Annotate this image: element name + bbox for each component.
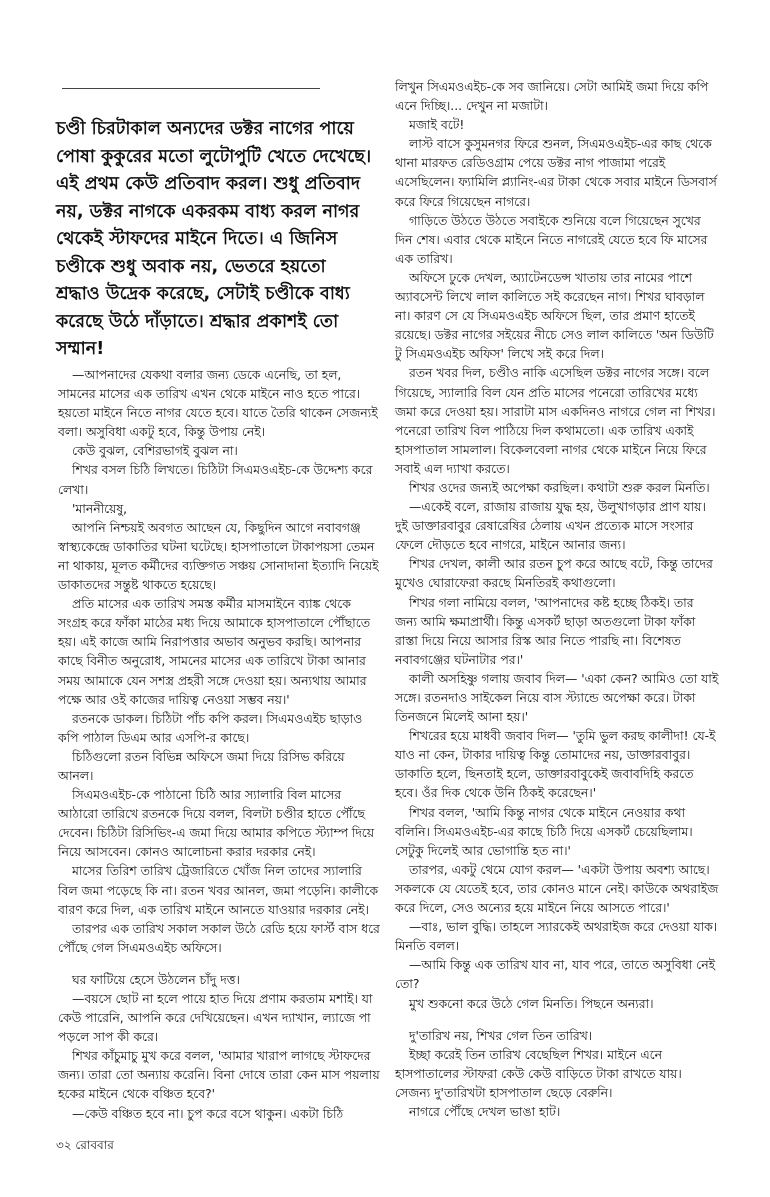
paragraph: —বাঃ, ভাল বুদ্ধি। তাহলে স্যারকেই অথরাইজ করে দেওয়া যাক। মিনতি বলল। (395, 920, 718, 954)
paragraph: অফিসে ঢুকে দেখল, অ্যাটেনডেন্স খাতায় তার নামের পাশে অ্যাবসেন্ট লিখে লাল কালিতে সই করেছেন নাগ। শিখর ঘাবড়াল না। কারণ সে যে সিএমওএইচ অফিসে ছিল, তার প্রমাণ হাতেই রয়েছে। ডক্টর নাগের সইয়ের নীচে সেও লাল কালিতে 'অন ডিউটি টু সিএমওএইচ অফিস' লিখে সই করে দিল। (395, 270, 714, 362)
paragraph: —একেই বলে, রাজায় রাজায় যুদ্ধ হয়, উলুখাগড়ার প্রাণ যায়। দুই ডাক্তারবাবুর রেষারেষির ঠেলায় এখন প্রত্যেক মাসে সংসার ফেলে দৌড়তে হবে নাগরে, মাইনে আনার জন্য। (395, 500, 706, 553)
paragraph: কালী অসহিষ্ণু গলায় জবাব দিল— 'একা কেন? আমিও তো যাই সঙ্গে। রতনদাও সাইকেল নিয়ে বাস স্ট্যান্ডে অপেক্ষা করে। টাকা তিনজনে মিলেই আনা হয়।' (395, 671, 719, 725)
paragraph: —বয়সে ছোট না হলে পায়ে হাত দিয়ে প্রণাম করতাম মশাই। যা কেউ পারেনি, আপনি করে দেখিয়েছেন। এখন দ্যাখান, ল্যাজে পা পড়লে সাপ কী করে। (58, 992, 373, 1045)
pull-quote: চণ্ডী চিরটাকাল অন্যদের ডক্টর নাগের পায়ে পোষা কুকুরের মতো লুটোপুটি খেতে দেখেছে। এই প্রথম কেউ প্রতিবাদ করল। শুধু প্রতিবাদ নয়, ডক্টর নাগকে একরকম বাধ্য করল নাগর থেকেই স্টাফদের মাইনে দিতে। এ জিনিস চণ্ডীকে শুধু অবাক নয়, ভেতরে হয়তো শ্রদ্ধাও উদ্রেক করেছে, সেটাই চণ্ডীকে বাধ্য করেছে উঠে দাঁড়াতে। শ্রদ্ধার প্রকাশই তো সম্মান! (56, 119, 372, 359)
paragraph: লিখুন সিএমওএইচ-কে সব জানিয়ে। সেটা আমিই জমা দিয়ে কপি এনে দিচ্ছি।... দেখুন না মজাটা। (395, 80, 709, 114)
paragraph: —আপনাদের যেকথা বলার জন্য ডেকে এনেছি, তা হল, সামনের মাসের এক তারিখ এখন থেকে মাইনে নাও হতে পারে। হয়তো মাইনে নিতে নাগর যেতে হবে। যাতে তৈরি থাকেন সেজন্যই বলা। অসুবিধা একটু হবে, কিন্তু উপায় নেই। (58, 368, 378, 440)
paragraph: —কেউ বঞ্চিত হবে না। চুপ করে বসে থাকুন। একটা চিঠি (72, 1106, 344, 1121)
top-rule (62, 88, 320, 89)
paragraph: ঘর ফাটিয়ে হেসে উঠলেন চাঁদু দত্ত। (72, 972, 240, 987)
paragraph: তারপর, একটু থেমে যোগ করল— 'একটা উপায় অবশ্য আছে। সকলকে যে যেতেই হবে, তার কোনও মানে নেই। কাউকে অথরাইজ করে দিলে, সেও অন্যের হয়ে মাইনে নিয়ে আসতে পারে।' (395, 862, 719, 916)
paragraph: নাগরে পৌঁছে দেখল ভাঙা হাট। (409, 1104, 561, 1119)
paragraph: চিঠিগুলো রতন বিভিন্ন অফিসে জমা দিয়ে রিসিভ করিয়ে আনল। (58, 749, 345, 783)
paragraph: সিএমওএইচ-কে পাঠানো চিঠি আর স্যালারি বিল মাসের আঠারো তারিখে রতনকে দিয়ে বলল, বিলটা চণ্ডীর হাতে পৌঁছে দেবেন। চিঠিটা রিসিভিং-এ জমা দিয়ে আমার কপিতে স্ট্যাম্প দিয়ে নিয়ে আসবেন। কোনও আলোচনা করার দরকার নেই। (58, 788, 375, 860)
paragraph: শিখরের হয়ে মাধবী জবাব দিল— 'তুমি ভুল করছ কালীদা! যে-ই যাও না কেন, টাকার দায়িত্ব কিন্তু তোমাদের নয়, ডাক্তারবাবুর। ডাকাতি হলে, ছিনতাই হলে, ডাক্তারবাবুকেই জবাবদিহি করতে হবে। ওঁর দিক থেকে উনি ঠিকই করেছেন।' (395, 729, 716, 801)
paragraph: মুখ শুকনো করে উঠে গেল মিনতি। পিছনে অন্যরা। (409, 996, 654, 1011)
paragraph: ইচ্ছা করেই তিন তারিখ বেছেছিল শিখর। মাইনে এনে হাসপাতালের স্টাফরা কেউ কেউ বাড়িতে টাকা রাখতে যায়। সেজন্য দু'তারিখটা হাসপাতাল ছেড়ে বেরুনি। (395, 1047, 682, 1100)
paragraph: লাস্ট বাসে কুসুমনগর ফিরে শুনল, সিএমওএইচ-এর কাছ থেকে থানা মারফত রেডিওগ্রাম পেয়ে ডক্টর নাগ পাজামা পরেই এসেছিলেন। ফ্যামিলি প্ল্যানিং-এর টাকা থেকে সবার মাইনে ডিসবার্স করে ফিরে গিয়েছেন নাগরে। (395, 137, 717, 209)
paragraph: মাসের তিরিশ তারিখ ট্রেজারিতে খোঁজ নিল তাদের স্যালারি বিল জমা পড়েছে কি না। রতন খবর আনল, জমা পড়েনি। কালীকে বারণ করে দিল, এক তারিখ মাইনে আনতে যাওয়ার দরকার নেই। (58, 864, 378, 917)
paragraph: প্রতি মাসের এক তারিখ সমস্ত কর্মীর মাসমাইনে ব্যাঙ্ক থেকে সংগ্রহ করে ফাঁকা মাঠের মধ্য দিয়ে আমাকে হাসপাতালে পৌঁছাতে হয়। এই কাজে আমি নিরাপত্তার অভাব অনুভব করছি। আপনার কাছে বিনীত অনুরোধ, সামনের মাসের এক তারিখে টাকা আনার সময় আমাকে যেন সশস্ত্র প্রহরী সঙ্গে দেওয়া হয়। অন্যথায় আমার পক্ষে আর ওই কাজের দায়িত্ব নেওয়া সম্ভব নয়।' (58, 597, 370, 707)
left-column (58, 366, 380, 1124)
paragraph: —আমি কিন্তু এক তারিখ যাব না, যাব পরে, তাতে অসুবিধা নেই তো? (395, 958, 715, 992)
paragraph: শিখর কাঁচুমাচু মুখ করে বলল, 'আমার খারাপ লাগছে স্টাফদের জন্য। তারা তো অন্যায় করেনি। বিনা দোষে তারা কেন মাস পয়লায় হকের মাইনে থেকে বঞ্চিত হবে?' (58, 1049, 380, 1102)
paragraph: শিখর গলা নামিয়ে বলল, 'আপনাদের কষ্ট হচ্ছে ঠিকই। তার জন্য আমি ক্ষমাপ্রার্থী। কিন্তু এসকর্ট ছাড়া অতগুলো টাকা ফাঁকা রাস্তা দিয়ে নিয়ে আসার রিস্ক আর নিতে পারছি না। বিশেষত নবাবগঞ্জের ঘটনাটার পর।' (395, 595, 696, 667)
paragraph: মজাই বটে! (409, 118, 465, 133)
page-number-folio: ৩২ রোববার (56, 1138, 114, 1152)
paragraph: 'মাননীয়েষু, (72, 501, 128, 516)
paragraph: শিখর বলল, 'আমি কিন্তু নাগর থেকে মাইনে নেওয়ার কথা বলিনি। সিএমওএইচ-এর কাছে চিঠি দিয়ে এসকর্ট চেয়েছিলাম। সেটুকু দিলেই আর ভোগান্তি হত না।' (395, 805, 693, 858)
paragraph: আপনি নিশ্চয়ই অবগত আছেন যে, কিছুদিন আগে নবাবগঞ্জ স্বাস্থ্যকেন্দ্রে ডাকাতির ঘটনা ঘটেছে। হাসপাতালে টাকাপয়সা তেমন না থাকায়, মূলত কর্মীদের ব্যক্তিগত সঞ্চয় সোনাদানা ইত্যাদি নিয়েই ডাকাতদের সন্তুষ্ট থাকতে হয়েছে। (58, 520, 379, 593)
paragraph: শিখর দেখল, কালী আর রতন চুপ করে আছে বটে, কিন্তু তাদের মুখেও ঘোরাফেরা করছে মিনতিরই কথাগুলো। (395, 557, 713, 591)
paragraph: শিখর বসল চিঠি লিখতে। চিঠিটা সিএমওএইচ-কে উদ্দেশ্য করে লেখা। (58, 463, 373, 497)
paragraph: কেউ বুঝল, বেশিরভাগই বুঝল না। (72, 444, 238, 459)
paragraph: তারপর এক তারিখ সকাল সকাল উঠে রেডি হয়ে ফার্স্ট বাস ধরে পৌঁছে গেল সিএমওএইচ অফিসে। (58, 921, 380, 955)
paragraph: গাড়িতে উঠতে উঠতে সবাইকে শুনিয়ে বলে গিয়েছেন সুখের দিন শেষ। এবার থেকে মাইনে নিতে নাগরেই যেতে হবে ফি মাসের এক তারিখ। (395, 213, 708, 266)
paragraph: দু'তারিখ নয়, শিখর গেল তিন তারিখ। (409, 1028, 593, 1043)
paragraph: রতন খবর দিল, চণ্ডীও নাকি এসেছিল ডক্টর নাগের সঙ্গে। বলে গিয়েছে, স্যালারি বিল যেন প্রতি মাসের পনেরো তারিখের মধ্যে জমা করে দেওয়া হয়। সারাটা মাস একদিনও নাগরে গেল না শিখর। পনেরো তারিখ বিল পাঠিয়ে দিল কথামতো। এক তারিখ একাই হাসপাতাল সামলাল। বিকেলবেলা নাগর থেকে মাইনে নিয়ে ফিরে সবাই এল দ্যাখা করতে। (395, 366, 716, 476)
paragraph: রতনকে ডাকল। চিঠিটা পাঁচ কপি করল। সিএমওএইচ ছাড়াও কপি পাঠাল ডিএম আর এসপি-র কাছে। (58, 711, 363, 745)
right-column (395, 78, 719, 1122)
paragraph: শিখর ওদের জন্যই অপেক্ষা করছিল। কথাটা শুরু করল মিনতি। (409, 480, 710, 495)
